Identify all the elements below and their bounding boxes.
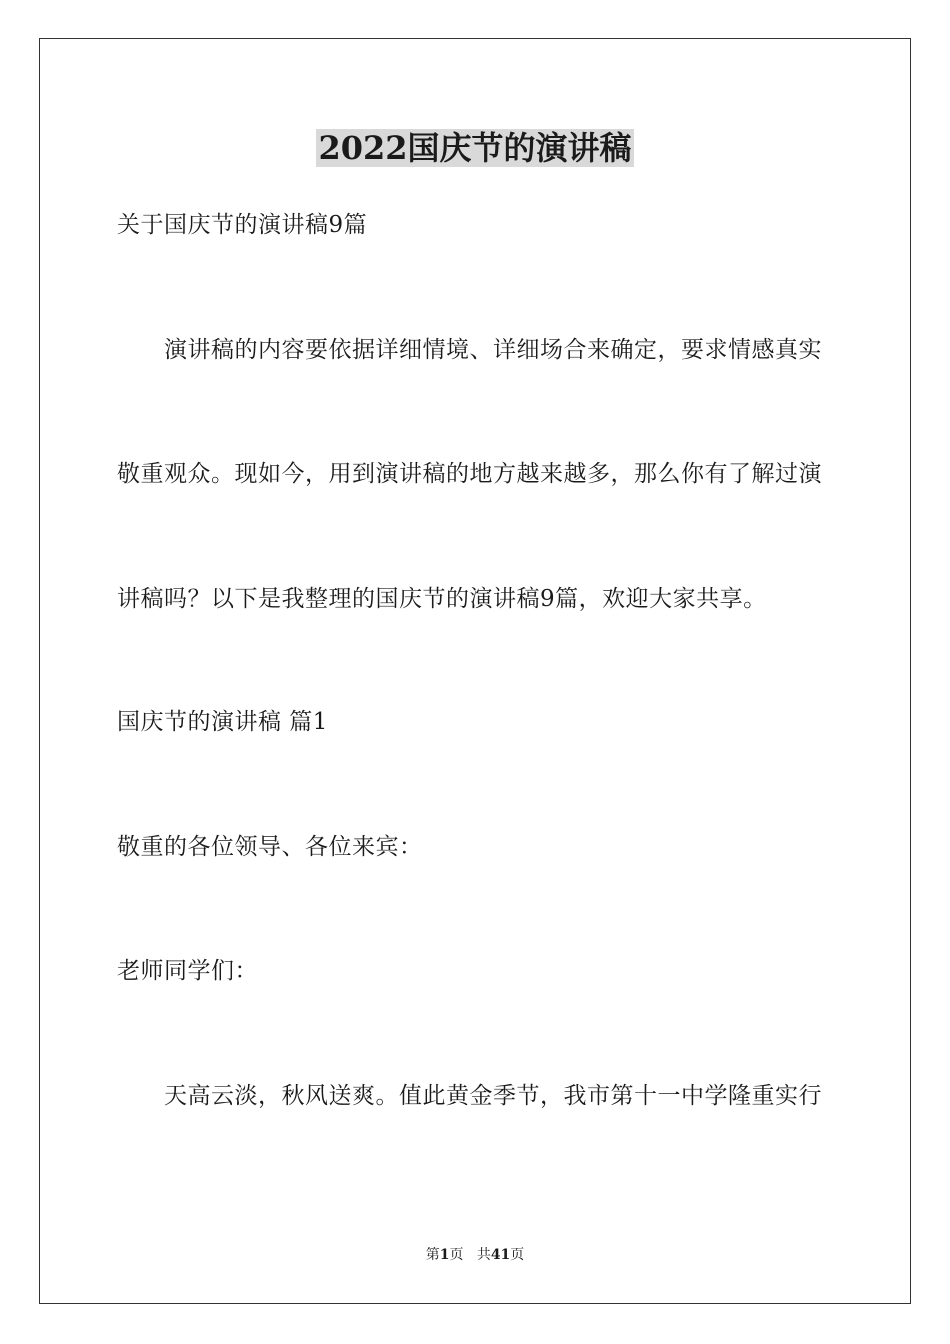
page-footer [0,1245,950,1265]
paragraph-line: 敬重观众。现如今，用到演讲稿的地方越来越多，那么你有了解过演 [117,461,822,487]
page-prefix: 第 [425,1247,440,1263]
salutation-line: 敬重的各位领导、各位来宾： [117,834,423,860]
total-pages: 41 [490,1247,511,1263]
total-suffix: 页 [510,1247,525,1263]
paragraph-line: 天高云淡，秋风送爽。值此黄金季节，我市第十一中学隆重实行 [164,1083,822,1109]
page-number: 1 [439,1247,450,1263]
total-prefix: 共 [476,1247,491,1263]
section-heading: 国庆节的演讲稿 篇1 [117,709,328,735]
paragraph-line: 演讲稿的内容要依据详细情境、详细场合来确定，要求情感真实 [164,337,822,363]
document-title [0,124,950,172]
salutation-line: 老师同学们： [117,958,258,984]
paragraph-line: 讲稿吗？以下是我整理的国庆节的演讲稿9篇，欢迎大家共享。 [117,586,767,612]
document-title-text: 2022国庆节的演讲稿 [318,129,632,167]
page-suffix: 页 [449,1247,464,1263]
subtitle-line: 关于国庆节的演讲稿9篇 [117,212,368,238]
